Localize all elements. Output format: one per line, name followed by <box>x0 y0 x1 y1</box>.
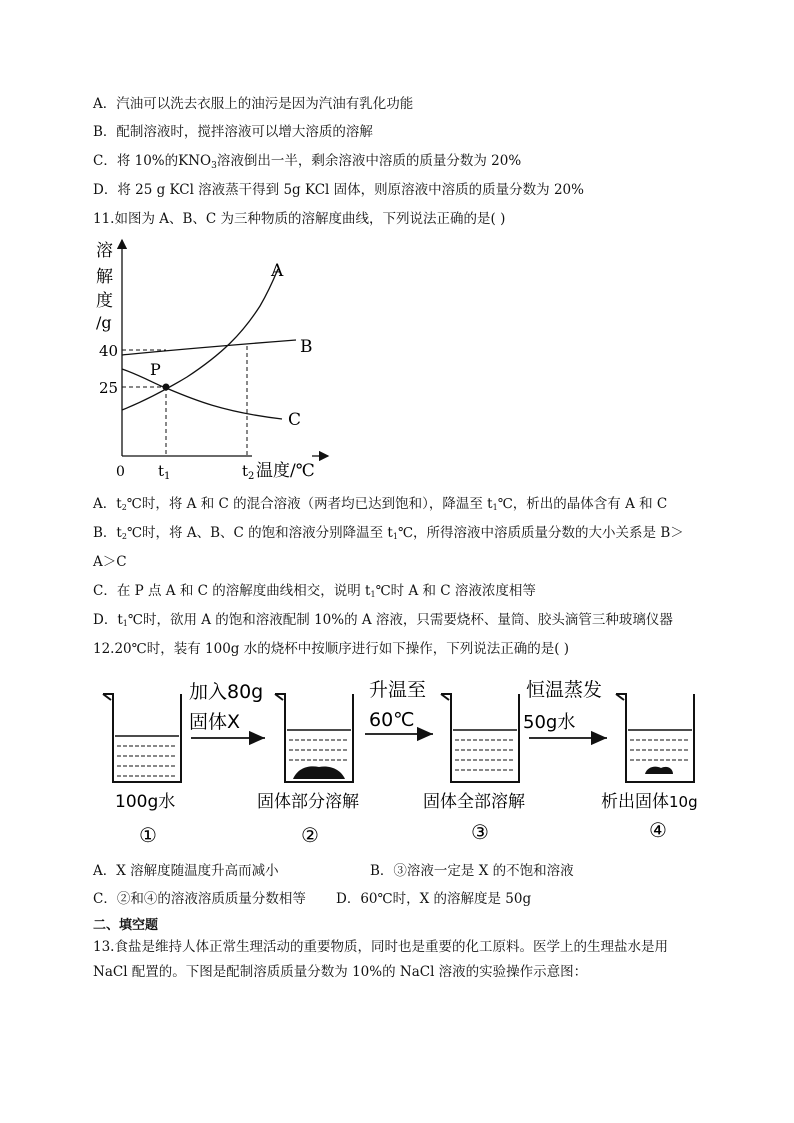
q10-option-c-sub: 3 <box>211 161 217 171</box>
ylabel-char-4: /g <box>96 313 112 332</box>
q10-option-c-pre: C．将 10%的 <box>93 153 179 169</box>
q10-option-c <box>93 152 521 175</box>
q11-d-post: ℃时，欲用 A 的饱和溶液配制 10%的 A 溶液，只需要烧杯、量筒、胶头滴管三种玻璃仪器 <box>127 612 673 628</box>
solubility-chart <box>92 234 342 484</box>
q13-line-2: NaCl 配置的。下图是配制溶质质量分数为 10%的 NaCl 溶液的实验操作示意图： <box>93 964 588 980</box>
q10-option-d: D．将 25 g KCl 溶液蒸干得到 5g KCl 固体，则原溶液中溶质的质量分数为 20% <box>93 182 584 198</box>
q11-stem: 11.如图为 A、B、C 为三种物质的溶解度曲线，下列说法正确的是( ) <box>93 211 506 227</box>
circled-number-4: ④ <box>649 818 667 842</box>
q11-a-post: ℃，析出的晶体含有 A 和 C <box>497 496 668 512</box>
q10-option-c-formula: KNO <box>178 153 212 169</box>
q11-option-d <box>93 611 673 633</box>
q13-line-1: 13.食盐是维持人体正常生理活动的重要物质，同时也是重要的化工原料。医学上的生理盐水是用 <box>93 939 668 955</box>
arrow-3-label-1: 恒温蒸发 <box>526 679 603 701</box>
q10-option-b: B．配制溶液时，搅拌溶液可以增大溶质的溶解 <box>93 124 373 140</box>
q11-a-s2: 1 <box>492 503 498 512</box>
q11-b-mid: ℃时，将 A、B、C 的饱和溶液分别降温至 t <box>126 525 393 541</box>
point-p-label: P <box>150 360 161 379</box>
q11-b-s1: 2 <box>121 532 127 541</box>
x-tick-t2-sub: 2 <box>248 471 255 482</box>
beaker-1-caption: 100g水 <box>115 792 176 812</box>
arrow-2-label-1: 升温至 <box>369 679 427 701</box>
origin-label: 0 <box>116 464 125 480</box>
xlabel: 温度/℃ <box>256 461 315 481</box>
arrow-2-label-2: 60℃ <box>369 709 415 731</box>
solubility-chart-svg <box>92 234 342 484</box>
q11-d-s1: 1 <box>122 619 128 628</box>
q10-option-a: A．汽油可以洗去衣服上的油污是因为汽油有乳化功能 <box>93 96 414 112</box>
q11-option-b-continued: A＞C <box>93 554 127 570</box>
precipitated-solid <box>645 767 673 774</box>
beaker-4-caption-amt: 10g <box>669 793 698 811</box>
q12-option-b: B．③溶液一定是 X 的不饱和溶液 <box>370 863 574 879</box>
q11-d-pre: D．t <box>93 612 123 628</box>
q11-option-a <box>93 495 667 517</box>
curve-c <box>122 369 282 419</box>
q11-a-mid: ℃时，将 A 和 C 的混合溶液（两者均已达到饱和），降温至 t <box>126 496 493 512</box>
q11-c-post: ℃时 A 和 C 溶液浓度相等 <box>375 583 536 599</box>
ylabel-char-1: 溶 <box>96 241 113 261</box>
beaker-4-caption <box>601 792 698 812</box>
q12-option-c: C．②和④的溶液溶质质量分数相等 <box>93 891 306 907</box>
y-tick-25: 25 <box>99 379 119 397</box>
curve-c-label: C <box>288 410 302 430</box>
q11-b-pre: B．t <box>93 525 122 541</box>
curve-b <box>122 340 296 355</box>
q11-option-b <box>93 524 684 546</box>
curve-a <box>122 269 278 410</box>
beaker-3 <box>441 694 519 782</box>
circled-number-2: ② <box>301 823 319 847</box>
q12-stem: 12.20℃时，装有 100g 水的烧杯中按顺序进行如下操作，下列说法正确的是( ) <box>93 641 570 657</box>
circled-number-3: ③ <box>471 820 489 844</box>
beaker-2-caption: 固体部分溶解 <box>257 792 359 812</box>
q11-b-post: ℃，所得溶液中溶质质量分数的大小关系是 B＞ <box>397 525 684 541</box>
curve-b-label: B <box>300 337 313 357</box>
arrow-1-label-1: 加入80g <box>189 681 264 703</box>
q12-option-a: A．X 溶解度随温度升高而减小 <box>93 863 279 879</box>
ylabel-char-3: 度 <box>96 291 113 311</box>
ylabel-char-2: 解 <box>96 267 113 287</box>
circled-number-1: ① <box>139 823 157 847</box>
q11-c-s1: 1 <box>370 590 376 599</box>
beaker-1 <box>103 694 181 782</box>
q11-a-s1: 2 <box>121 503 127 512</box>
arrow-1-label-2: 固体X <box>189 711 241 733</box>
x-tick-t1 <box>158 462 170 482</box>
beaker-4 <box>616 694 694 782</box>
point-p <box>163 384 170 391</box>
q12-option-d: D．60℃时，X 的溶解度是 50g <box>336 891 532 907</box>
beaker-2 <box>275 694 353 782</box>
undissolved-solid <box>293 766 345 779</box>
curve-a-label: A <box>271 261 284 281</box>
x-tick-t1-base: t <box>158 462 165 480</box>
q11-c-pre: C．在 P 点 A 和 C 的溶解度曲线相交，说明 t <box>93 583 371 599</box>
q11-a-pre: A．t <box>93 496 122 512</box>
x-tick-t2 <box>242 462 254 482</box>
beaker-4-caption-main: 析出固体 <box>601 792 669 812</box>
section-heading: 二、填空题 <box>93 918 159 933</box>
x-tick-t2-base: t <box>242 462 249 480</box>
q11-b-s2: 1 <box>392 532 398 541</box>
q11-option-c <box>93 582 536 604</box>
beaker-process-figure <box>93 672 733 852</box>
x-tick-t1-sub: 1 <box>164 471 171 482</box>
beaker-process-svg <box>93 672 733 852</box>
beaker-3-caption: 固体全部溶解 <box>423 792 525 812</box>
q10-option-c-post: 溶液倒出一半，剩余溶液中溶质的质量分数为 20% <box>216 153 522 169</box>
arrow-3-label-2: 50g水 <box>523 712 576 733</box>
y-tick-40: 40 <box>99 342 119 360</box>
